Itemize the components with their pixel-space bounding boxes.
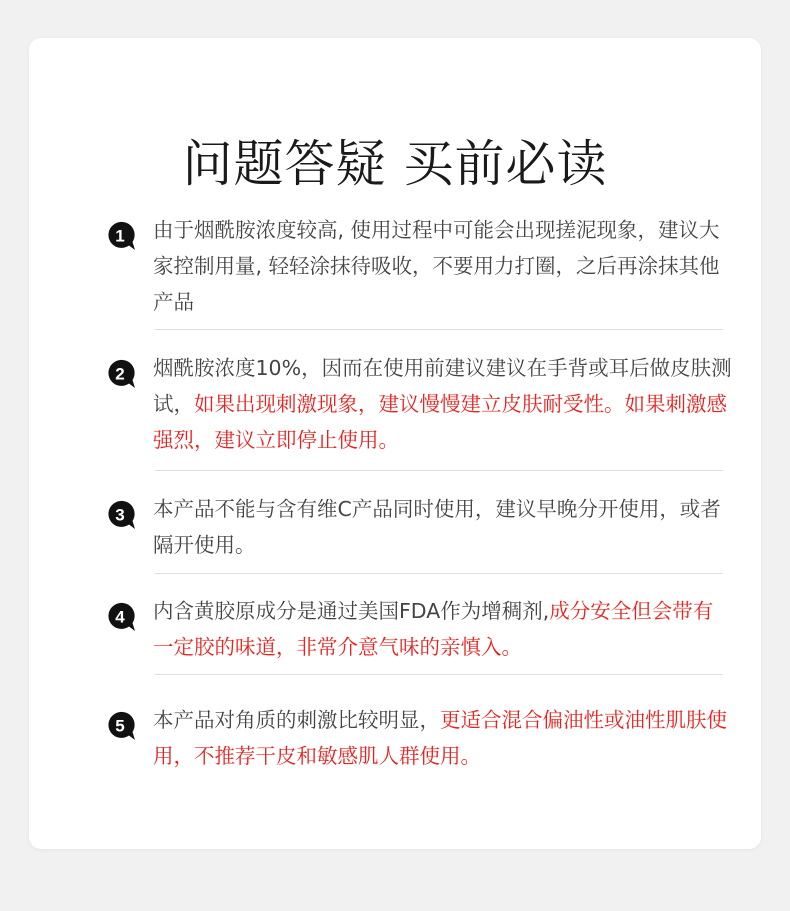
item-text-normal: 内含黄胶原成分是通过美国FDA作为增稠剂, — [153, 599, 550, 623]
item-text — [153, 593, 733, 665]
svg-text:1: 1 — [115, 226, 125, 246]
item-text — [153, 350, 733, 458]
divider — [155, 674, 723, 675]
number-badge-icon — [105, 499, 137, 531]
item-text-normal: 本产品不能与含有维C产品同时使用，建议早晚分开使用，或者隔开使用。 — [153, 497, 721, 557]
number-badge-icon — [105, 220, 137, 252]
page-title: 问题答疑 买前必读 — [182, 135, 608, 193]
item-text-normal: 本产品对角质的刺激比较明显， — [153, 708, 440, 732]
item-text-highlight: 如果出现刺激现象，建议慢慢建立皮肤耐受性。如果刺激感强烈，建议立即停止使用。 — [153, 392, 727, 452]
item-text — [153, 491, 733, 563]
number-badge-icon — [105, 710, 137, 742]
svg-text:3: 3 — [115, 505, 125, 525]
divider — [155, 329, 723, 330]
item-text-normal: 由于烟酰胺浓度较高, 使用过程中可能会出现搓泥现象，建议大家控制用量, 轻轻涂抹待吸收，不要用力打圈，之后再涂抹其他产品 — [153, 218, 720, 314]
item-text-highlight: 成分安全但会带有一定胶的味道，非常介意气味的亲慎入。 — [153, 599, 714, 659]
number-badge-icon — [105, 601, 137, 633]
item-text — [153, 212, 733, 320]
number-badge-icon — [105, 358, 137, 390]
svg-text:4: 4 — [115, 607, 125, 627]
svg-text:5: 5 — [115, 716, 125, 736]
item-text-normal: 烟酰胺浓度10%，因而在使用前建议建议在手背或耳后做皮肤测试， — [153, 356, 732, 416]
item-text — [153, 702, 733, 774]
divider — [155, 573, 723, 574]
faq-card — [29, 38, 761, 849]
divider — [155, 470, 723, 471]
item-text-highlight: 更适合混合偏油性或油性肌肤使用，不推荐干皮和敏感肌人群使用。 — [153, 708, 727, 768]
svg-text:2: 2 — [115, 364, 125, 384]
